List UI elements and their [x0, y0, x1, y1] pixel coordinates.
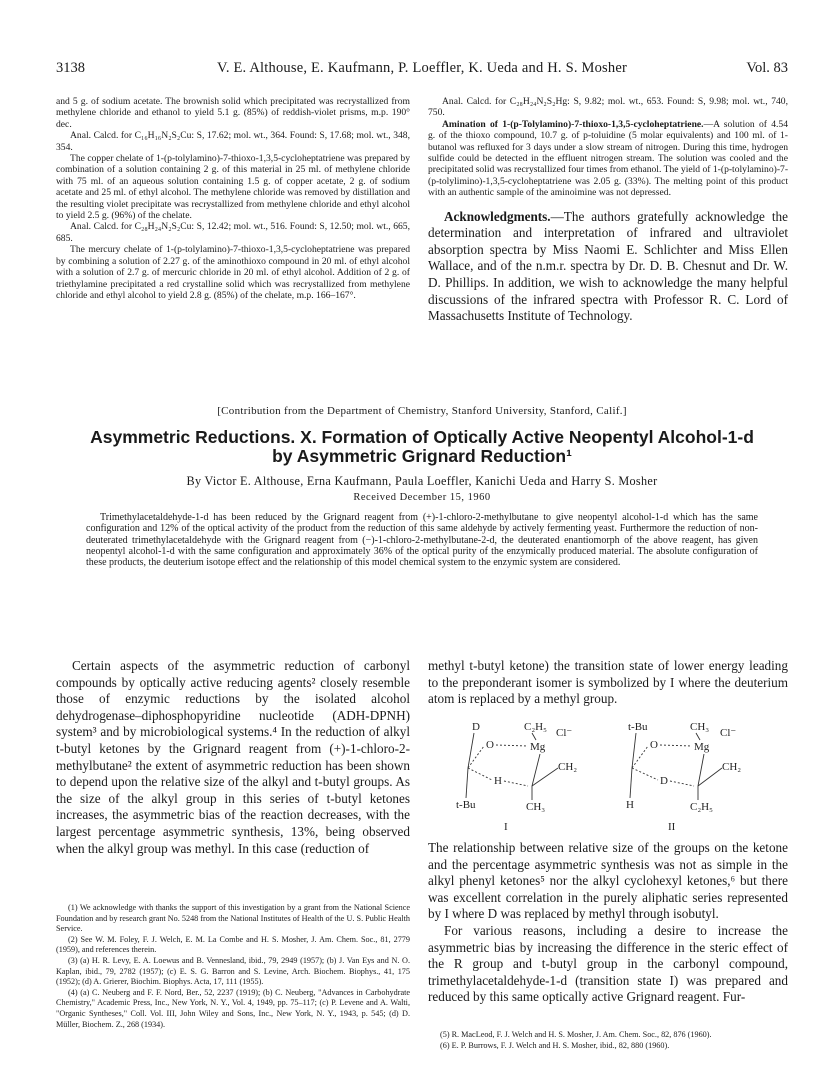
analysis-paragraph: Anal. Calcd. for C₂₈H₂₄N₂S₂Cu: S, 12.42; mol. wt., 516. Found: S, 12.50; mol. wt., 665, 685. [56, 221, 410, 244]
footnote: (4) (a) C. Neuberg and F. F. Nord, Ber., 52, 2237 (1919); (b) C. Neuberg, "Advances in Carbohydrate Chemistry," Academic Press, Inc., New York, N. Y., Vol. 4, 1949, pp. 75–117; (c) P. Levene and A. Walti, "Organic Syntheses," Coll. Vol. III, John Wiley and Sons, Inc., New York, N. Y., 1943, p. 545; (d) D. Müller, Biochem. Z., 268 (1934). [56, 987, 410, 1029]
atom-label: H [626, 799, 634, 811]
group-label: C₂H₅ [524, 721, 547, 733]
paragraph: Certain aspects of the asymmetric reduction of carbonyl compounds by optically active reducing agents² closely resemble those of enzymic reductions by the isolated alcohol dehydrogenase–diphosphopyridine nucleotide (ADH-DPNH) system³ and by microbiological systems.⁴ In the reduction of alkyl t-butyl ketones by the Grignard reagent from (+)-1-chloro-2-methylbutane² the extent of asymmetric reduction has been shown to depend upon the relative size of the alkyl and t-butyl groups. As the size of the alkyl group in this series of t-butyl ketones increases, the asymmetric bias of the reaction decreases, with the largest percentage asymmetric synthesis, 13%, being observed when the alkyl group was methyl. In this case (reduction of [56, 658, 410, 856]
byline: By Victor E. Althouse, Erna Kaufmann, Paula Loeffler, Kanichi Ueda and Harry S. Mosher [186, 474, 658, 488]
atom-label: Mg [694, 741, 710, 753]
paragraph: and 5 g. of sodium acetate. The brownish solid which precipitated was recrystallized from methylene chloride and ethanol to yield 5.1 g. (85%) of reddish-violet prisms, m.p. 190° dec. [56, 96, 410, 130]
contribution-note: [Contribution from the Department of Chemistry, Stanford University, Stanford, Calif.] [217, 405, 627, 417]
paragraph: —A solution of 4.54 g. of the thioxo compound, 10.7 g. of p-toluidine (5 molar equivalents) and 100 ml. of 1-butanol was refluxed for 3 days under a slow stream of nitrogen. During this time, hydrogen sulfide could be detected in the effluent nitrogen stream. The solution was cooled and the precipitated solid was recrystallized four times from ethanol. The yield of 1-(p-tolylamino)-7-(p-tolylimino)-1,3,5-cycloheptatriene was 2.05 g. (33%). The melting point of this product with an authentic sample of the aminoimine was not depressed. [428, 118, 789, 199]
paragraph: methyl t-butyl ketone) the transition state of lower energy leading to the preponderant isomer is symbolized by I where the deuterium atom is replaced by a methyl group. [428, 658, 788, 707]
group-label: CH₂ [558, 761, 578, 773]
bond [698, 754, 704, 786]
analysis-paragraph: Anal. Calcd. for C₁₆H₁₆N₂S₂Cu: S, 17.62; mol. wt., 364. Found: S, 17.68; mol. wt., 348, 354. [56, 130, 410, 153]
atom-label: D [472, 721, 480, 733]
acknowledgments-heading: Acknowledgments. [444, 208, 551, 224]
bond [468, 746, 484, 768]
bond [504, 781, 528, 786]
structure-label: II [668, 821, 676, 833]
bond [466, 768, 468, 798]
bond [496, 745, 528, 746]
bond [696, 733, 700, 740]
volume-label: Vol. 83 [746, 60, 788, 76]
top-left-column [56, 96, 410, 301]
paragraph: The copper chelate of 1-(p-tolylamino)-7-thioxo-1,3,5-cycloheptatriene was prepared by combination of a solution containing 2 g. of this material in 25 ml. of methylene chloride with 75 ml. of an aqueous solution containing 1.5 g. of copper acetate, 2 g. of sodium acetate and 25 ml. of ethyl alcohol. The methylene chloride was removed by distillation and the resulting violet precipitate was recrystallized from methylene chloride and ethyl alcohol to yield 2.5 g. (96%) of the chelate. [56, 153, 410, 222]
bond [468, 733, 474, 768]
footnote: (2) See W. M. Foley, F. J. Welch, E. M. La Combe and H. S. Mosher, J. Am. Chem. Soc., 81, 2779 (1959), and references therein. [56, 934, 410, 955]
title-line: by Asymmetric Grignard Reduction¹ [272, 446, 572, 466]
article-title [56, 428, 788, 466]
group-label: CH₃ [526, 801, 546, 813]
ion-label: Cl⁻ [720, 727, 737, 739]
analysis-paragraph: Anal. Calcd. for C₂₈H₂₄N₂S₂Hg: S, 9.82; mol. wt., 653. Found: S, 9.98; mol. wt., 740, 750. [428, 96, 788, 119]
bond [632, 733, 636, 768]
top-right-column [428, 96, 788, 325]
body-right-column-continued [428, 840, 788, 1006]
footnote: (3) (a) H. R. Levy, E. A. Loewus and B. Vennesland, ibid., 79, 2949 (1957); (b) J. Van Eys and N. O. Kaplan, ibid., 79, 2782 (1957); (c) E. S. G. Barron and S. Levine, Arch. Biochem. Biophys., 41, 175 (1952); (d) A. Grierer, Biochim. Biophys. Acta, 17, 111 (1955). [56, 955, 410, 987]
bond [632, 768, 658, 780]
bond [468, 768, 492, 780]
transition-state-structures [428, 718, 778, 836]
structure-label: I [504, 821, 508, 833]
atom-label: Mg [530, 741, 546, 753]
ion-label: Cl⁻ [556, 727, 573, 739]
title-line: Asymmetric Reductions. X. Formation of Optically Active Neopentyl Alcohol-1-d [90, 427, 754, 447]
bond [670, 781, 694, 786]
running-header [56, 60, 788, 80]
group-label: CH₂ [722, 761, 742, 773]
paragraph: For various reasons, including a desire to increase the asymmetric bias by increasing the difference in the steric effect of the R group and t-butyl group in the carbonyl compound, trimethylacetaldehyde-1-d (transition state I) was prepared and reduced by this same optically active Grignard reagent. Fur- [428, 922, 788, 1005]
group-label: t-Bu [628, 721, 648, 733]
footnotes-left [56, 903, 410, 1030]
page-number: 3138 [56, 60, 85, 76]
atom-label: O [650, 739, 658, 751]
body-right-column [428, 658, 788, 708]
bond [698, 768, 722, 786]
section-heading: Amination of 1-(p-Tolylamino)-7-thioxo-1,3,5-cycloheptatriene. [442, 118, 704, 130]
group-label: C₂H₅ [690, 801, 713, 813]
bond [630, 768, 632, 798]
bond [532, 733, 536, 740]
received-date: Received December 15, 1960 [353, 492, 491, 503]
group-label: t-Bu [456, 799, 476, 811]
paragraph: The relationship between relative size of the groups on the ketone and the percentage asymmetric synthesis was not as simple in the alkyl phenyl ketones⁵ nor the alkyl cyclohexyl ketones,⁶ but there was excellent correlation in the purely aliphatic series represented by I where D was replaced by methyl through isobutyl. [428, 840, 788, 922]
footnote: (5) R. MacLeod, F. J. Welch and H. S. Mosher, J. Am. Chem. Soc., 82, 876 (1960). [440, 1030, 712, 1039]
bond [660, 745, 692, 746]
abstract [86, 512, 758, 568]
footnotes-right [428, 1030, 788, 1051]
paragraph: The mercury chelate of 1-(p-tolylamino)-7-thioxo-1,3,5-cycloheptatriene was prepared by combining a solution of 2.27 g. of the aminothioxo compound in 20 ml. of ethyl alcohol with a solution of 2.7 g. of mercuric chloride in 20 ml. of ethyl alcohol. Addition of 2 g. of triethylamine precipitated a red crystalline solid which was recrystallized from methylene chloride and ethyl alcohol to yield 2.8 g. (85%) of the chelate, m.p. 166–167°. [56, 244, 410, 301]
footnote: (6) E. P. Burrows, F. J. Welch and H. S. Mosher, ibid., 82, 880 (1960). [440, 1040, 670, 1050]
group-label: CH₃ [690, 721, 710, 733]
atom-label: H [494, 775, 502, 787]
atom-label: D [660, 775, 668, 787]
running-header-authors: V. E. Althouse, E. Kaufmann, P. Loeffler, K. Ueda and H. S. Mosher [217, 60, 627, 76]
abstract-text: Trimethylacetaldehyde-1-d has been reduced by the Grignard reagent from (+)-1-chloro-2-methylbutane to give neopentyl alcohol-1-d which has the same configuration and 12% of the optical activity of the product from the reduction of this same aldehyde by actively fermenting yeast. Furthermore the reduction of non-deuterated trimethylacetaldehyde with the Grignard reagent from (−)-1-chloro-2-methylbutane-2-d, the deuterated enantiomorph of the above reagent, has given neopentyl alcohol-1-d with the same configuration and approximately 36% of the optical purity of the enzymically produced material. The absolute configuration of these products, the deuterium isotope effect and the relationship of this model chemical system to the enzymic system are considered. [86, 512, 758, 569]
atom-label: O [486, 739, 494, 751]
acknowledgments-text: —The authors gratefully acknowledge the determination and interpretation of infrared and ultraviolet absorption spectra by Miss Naomi E. Schlichter and Miss Ellen Wallace, and of the n.m.r. spectra by Dr. D. B. Chesnut and Dr. W. D. Phillips. In addition, we wish to acknowledge the many helpful discussions of the infrared spectra with Professor R. C. Lord of Massachusetts Institute of Technology. [428, 208, 788, 324]
footnote: (1) We acknowledge with thanks the support of this investigation by a grant from the National Science Foundation and by research grant No. 5248 from the National Institutes of Health of the U. S. Public Health Service. [56, 903, 410, 934]
body-left-column [56, 658, 410, 857]
